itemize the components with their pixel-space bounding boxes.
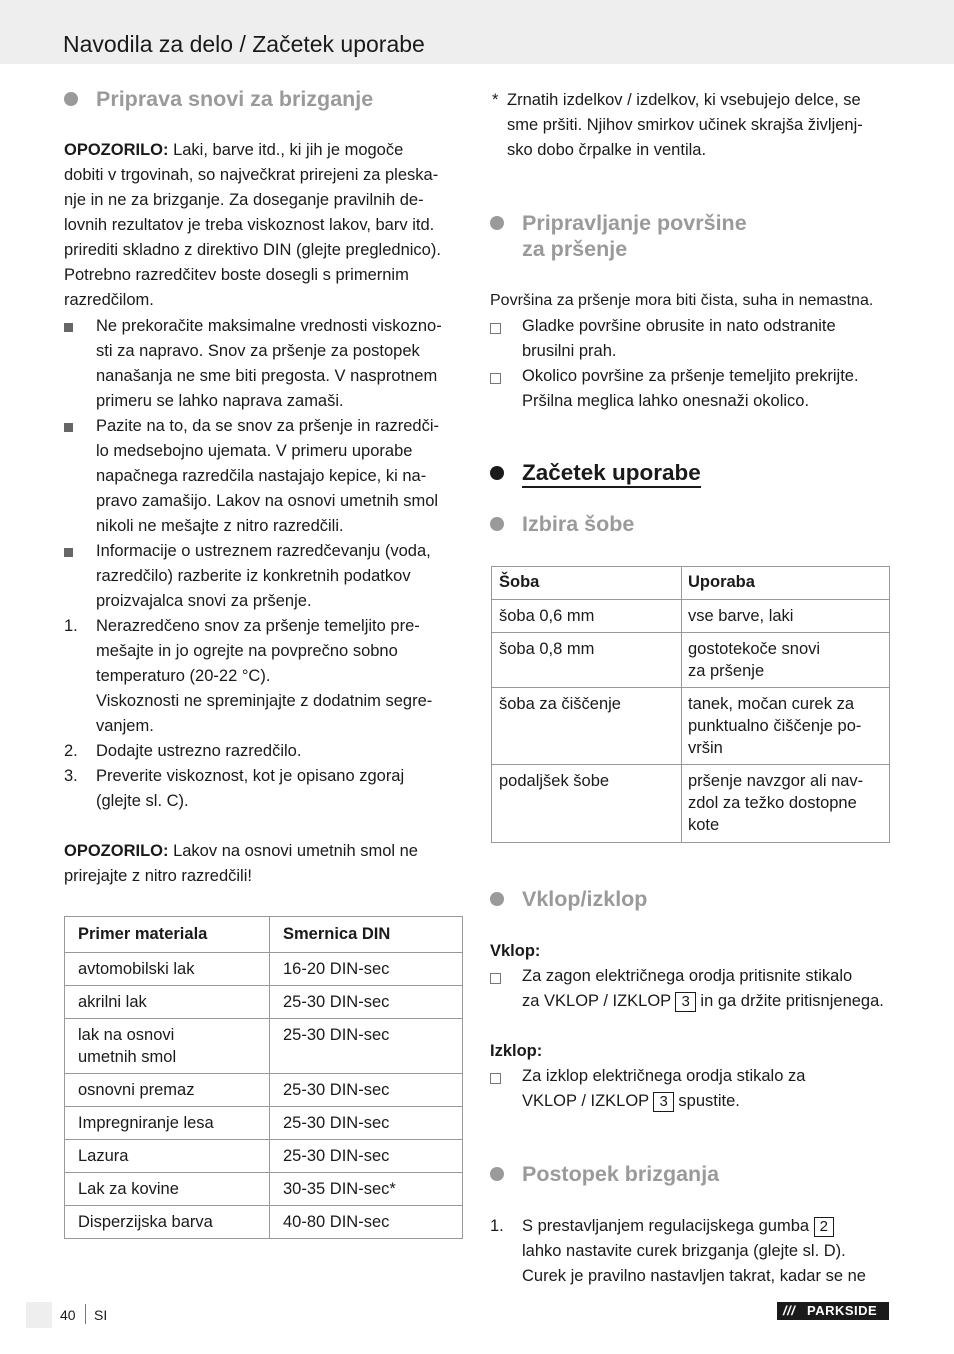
- surface-intro: Površina za pršenje mora biti čista, suha in nemastna.: [490, 292, 874, 309]
- square-bullet-icon: [64, 423, 73, 432]
- table-cell: 16-20 DIN-sec: [270, 953, 463, 986]
- table-row: [65, 1140, 463, 1173]
- warning-label: OPOZORILO:: [64, 141, 169, 159]
- table-row: [492, 688, 890, 765]
- table-cell: akrilni lak: [65, 986, 270, 1019]
- footer-divider: [85, 1304, 86, 1324]
- table-row: [65, 1074, 463, 1107]
- table-row: [65, 1206, 463, 1239]
- checkbox-bullet-icon: [490, 373, 501, 384]
- bullet-dot-icon: [64, 92, 78, 106]
- table-row: [492, 600, 890, 633]
- table-cell: Impregniranje lesa: [65, 1107, 270, 1140]
- off-label: Izklop:: [490, 1042, 543, 1060]
- table-cell: 25-30 DIN-sec: [270, 1019, 463, 1074]
- knob-ref-badge: 2: [814, 1217, 834, 1237]
- page-title: Navodila za delo / Začetek uporabe: [63, 31, 425, 57]
- table-cell: šoba 0,6 mm: [492, 600, 682, 633]
- language-code: SI: [94, 1307, 108, 1323]
- table-header: Šoba: [492, 567, 682, 600]
- bullet-dot-icon: [490, 517, 504, 531]
- checkbox-bullet-icon: [490, 973, 501, 984]
- warning-paragraph-2: OPOZORILO: Lakov na osnovi umetnih smol ne prirejajte z nitro razredčili!: [64, 842, 418, 885]
- on-label: Vklop:: [490, 942, 541, 960]
- table-cell: 25-30 DIN-sec: [270, 1074, 463, 1107]
- table-row: [65, 1107, 463, 1140]
- table-header: Primer materiala: [65, 917, 270, 953]
- switch-ref-badge: 3: [653, 1092, 673, 1112]
- square-bullet-icon: [64, 548, 73, 557]
- table-cell: 25-30 DIN-sec: [270, 1107, 463, 1140]
- table-cell: 25-30 DIN-sec: [270, 1140, 463, 1173]
- table-row: [65, 1019, 463, 1074]
- table-cell: avtomobilski lak: [65, 953, 270, 986]
- table-cell: 40-80 DIN-sec: [270, 1206, 463, 1239]
- page-number: 40: [60, 1307, 76, 1323]
- table-cell: gostotekoče snovi za pršenje: [682, 633, 890, 688]
- checkbox-bullet-icon: [490, 1073, 501, 1084]
- table-cell: 30-35 DIN-sec*: [270, 1173, 463, 1206]
- warning-paragraph-1: OPOZORILO: Laki, barve itd., ki jih je mogoče dobiti v trgovinah, so največkrat prirejeni za pleska- nje in ne za brizganje. Za doseganje pravilnih de- lovnih rezultatov je treba viskoznost lakov, barv itd. prirediti skladno z direktivo DIN (glejte preglednico). Potrebno razredčitev boste dosegli s primernim razredčilom.: [64, 141, 441, 309]
- table-cell: Lazura: [65, 1140, 270, 1173]
- table-row: [492, 765, 890, 843]
- din-viscosity-table: [64, 916, 463, 1239]
- table-cell: šoba za čiščenje: [492, 688, 682, 765]
- table-cell: Lak za kovine: [65, 1173, 270, 1206]
- parkside-logo: /// PARKSIDE: [777, 1302, 889, 1320]
- nozzle-table: [491, 566, 890, 843]
- table-row: [65, 986, 463, 1019]
- table-cell: pršenje navzgor ali nav- zdol za težko dostopne kote: [682, 765, 890, 843]
- square-bullet-icon: [64, 323, 73, 332]
- table-cell: šoba 0,8 mm: [492, 633, 682, 688]
- warning-label: OPOZORILO:: [64, 842, 169, 860]
- table-cell: 25-30 DIN-sec: [270, 986, 463, 1019]
- table-cell: osnovni premaz: [65, 1074, 270, 1107]
- table-row: [492, 633, 890, 688]
- table-cell: lak na osnovi umetnih smol: [65, 1019, 270, 1074]
- table-header: Uporaba: [682, 567, 890, 600]
- bullet-dot-icon: [490, 216, 504, 230]
- table-cell: tanek, močan curek za punktualno čiščenje po- vršin: [682, 688, 890, 765]
- checkbox-bullet-icon: [490, 323, 501, 334]
- page-marker: [26, 1302, 52, 1328]
- table-cell: podaljšek šobe: [492, 765, 682, 843]
- table-cell: Disperzijska barva: [65, 1206, 270, 1239]
- table-header: Smernica DIN: [270, 917, 463, 953]
- table-row: [65, 953, 463, 986]
- bullet-dot-icon: [490, 1167, 504, 1181]
- table-row: [65, 1173, 463, 1206]
- bullet-dot-icon: [490, 466, 504, 480]
- switch-ref-badge: 3: [675, 992, 695, 1012]
- table-cell: vse barve, laki: [682, 600, 890, 633]
- bullet-dot-icon: [490, 892, 504, 906]
